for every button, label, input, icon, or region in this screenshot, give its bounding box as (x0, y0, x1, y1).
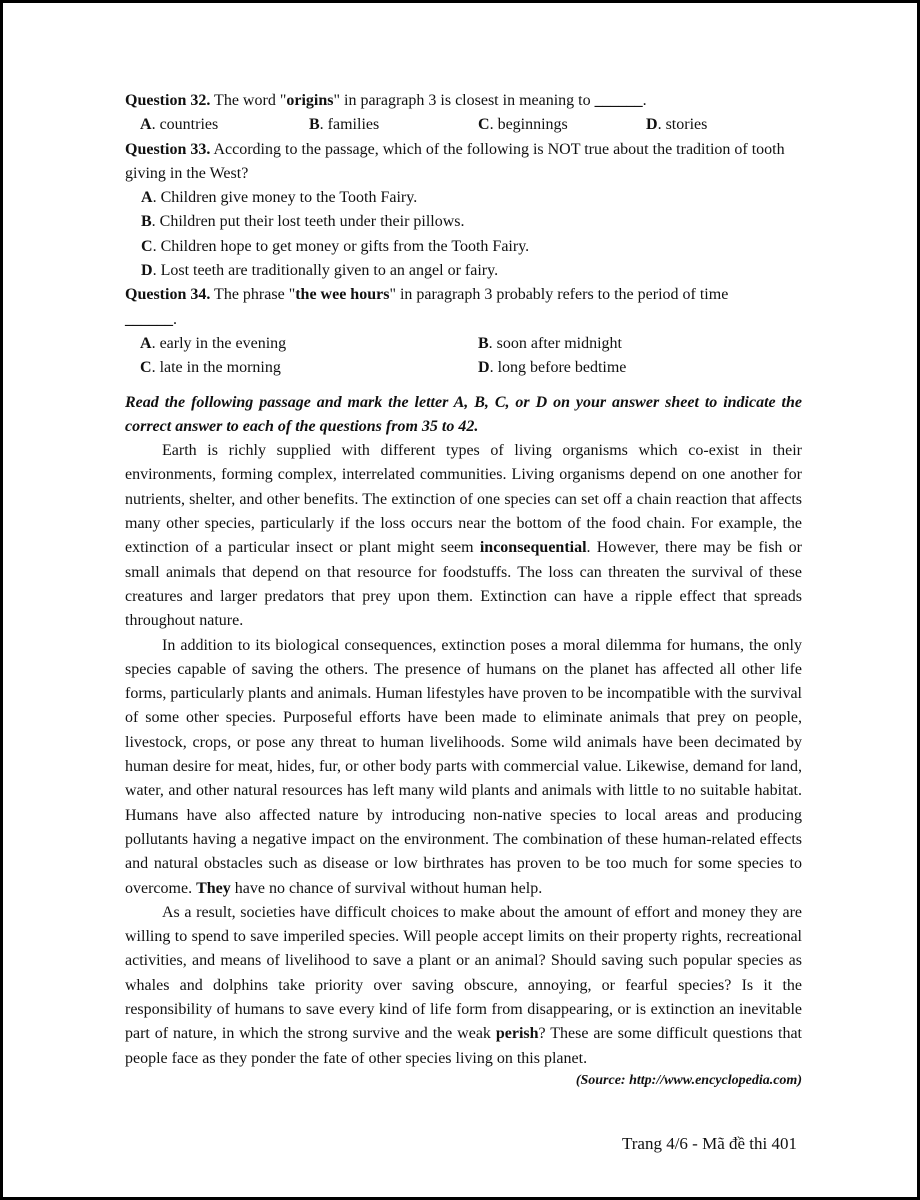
answer-blank: ______ (125, 310, 173, 328)
source-citation: (Source: http://www.encyclopedia.com) (575, 1072, 802, 1088)
passage-paragraph-3: As a result, societies have difficult choices to make about the amount of effort and money they are willing to spend to save imperiled species. Will people accept limits on their property rights, recreational activities, and means of livelihood to save a plant or an animal? Should saving such popular species as whales and dolphins take priority over saving obscure, annoying, or fearful species? Is it the responsibility of humans to save every kind of life form from disappearing, or is extinction an inevitable part of nature, in which the strong survive and the weak perish? These are some difficult questions that people face as they ponder the fate of other species living on this planet. (125, 903, 803, 1067)
question-33-text: According to the passage, which of the following is NOT true about the tradition of tooth giving in the West? (125, 140, 785, 182)
question-32-label: Question 32. (125, 92, 211, 109)
section-instruction: Read the following passage and mark the letter A, B, C, or D on your answer sheet to indicate the correct answer to each of the questions from 35 to 42. (125, 393, 802, 435)
question-32-options (125, 113, 802, 137)
passage-paragraph-2: In addition to its biological consequences, extinction poses a moral dilemma for humans, the only species capable of saving the others. The presence of humans on the planet has affected all other life forms, particularly plants and animals. Human lifestyles have proven to be incompatible with the survival of some other species. Purposeful efforts have been made to eliminate animals that prey on people, livestock, crops, or pose any threat to human livelihoods. Some wild animals have been decimated by human desire for meat, hides, fur, or other body parts with commercial value. Likewise, demand for land, water, and other natural resources has left many wild plants and animals with little to no suitable habitat. Humans have also affected nature by introducing non-native species to local areas and producing pollutants having a negative impact on the environment. The combination of these human-related effects and natural obstacles such as disease or low birthrates has proven to be too much for some species to overcome. They have no chance of survival without human help. (125, 636, 802, 897)
question-34-label: Question 34. (125, 286, 211, 304)
question-34-options-row-1 (125, 332, 802, 356)
option-c: C. Children hope to get money or gifts from the Tooth Fairy. (141, 237, 530, 255)
keyword-they: They (196, 879, 231, 897)
question-34: Question 34. The phrase "the wee hours" in paragraph 3 probably refers to the period of time (125, 286, 729, 304)
option-a: A. early in the evening (140, 334, 287, 352)
passage-paragraph-1: Earth is richly supplied with different types of living organisms which co-exist in their environments, forming complex, interrelated communities. Living organisms depend on one another for nutrients, shelter, and other benefits. The extinction of one species can set off a chain reaction that affects many other species, particularly if the loss occurs near the bottom of the food chain. For example, the extinction of a particular insect or plant might seem inconsequential. However, there may be fish or small animals that depend on that resource for foodstuffs. The loss can threaten the survival of these creatures and larger predators that prey upon them. Extinction can have a ripple effect that spreads throughout nature. (125, 442, 803, 630)
question-33-label: Question 33. (125, 140, 211, 158)
keyword-inconsequential: inconsequential (479, 539, 587, 557)
question-34-options-row-2 (125, 356, 802, 380)
question-33 (125, 138, 802, 187)
option-a: A. Children give money to the Tooth Fairy. (141, 189, 418, 207)
option-c: C. beginnings (478, 116, 568, 134)
option-b: B. Children put their lost teeth under their pillows. (141, 213, 465, 231)
answer-blank: ______ (594, 92, 643, 109)
page-footer: Trang 4/6 - Mã đề thi 401 (621, 1134, 797, 1153)
page-content (125, 89, 802, 1091)
option-b: B. families (309, 116, 380, 134)
option-d: D. long before bedtime (478, 359, 627, 377)
question-34-blank-line: ______. (125, 310, 177, 328)
question-32: Question 32. The word "origins" in paragraph 3 is closest in meaning to ______. (125, 92, 647, 109)
option-a: A. countries (140, 116, 219, 134)
option-c: C. late in the morning (140, 359, 281, 377)
option-d: D. Lost teeth are traditionally given to an angel or fairy. (141, 262, 499, 280)
keyword-perish: perish (495, 1025, 539, 1043)
question-34-keyword: the wee hours (295, 286, 390, 304)
option-d: D. stories (646, 116, 708, 134)
option-b: B. soon after midnight (478, 334, 622, 352)
question-32-keyword: origins (286, 92, 334, 109)
